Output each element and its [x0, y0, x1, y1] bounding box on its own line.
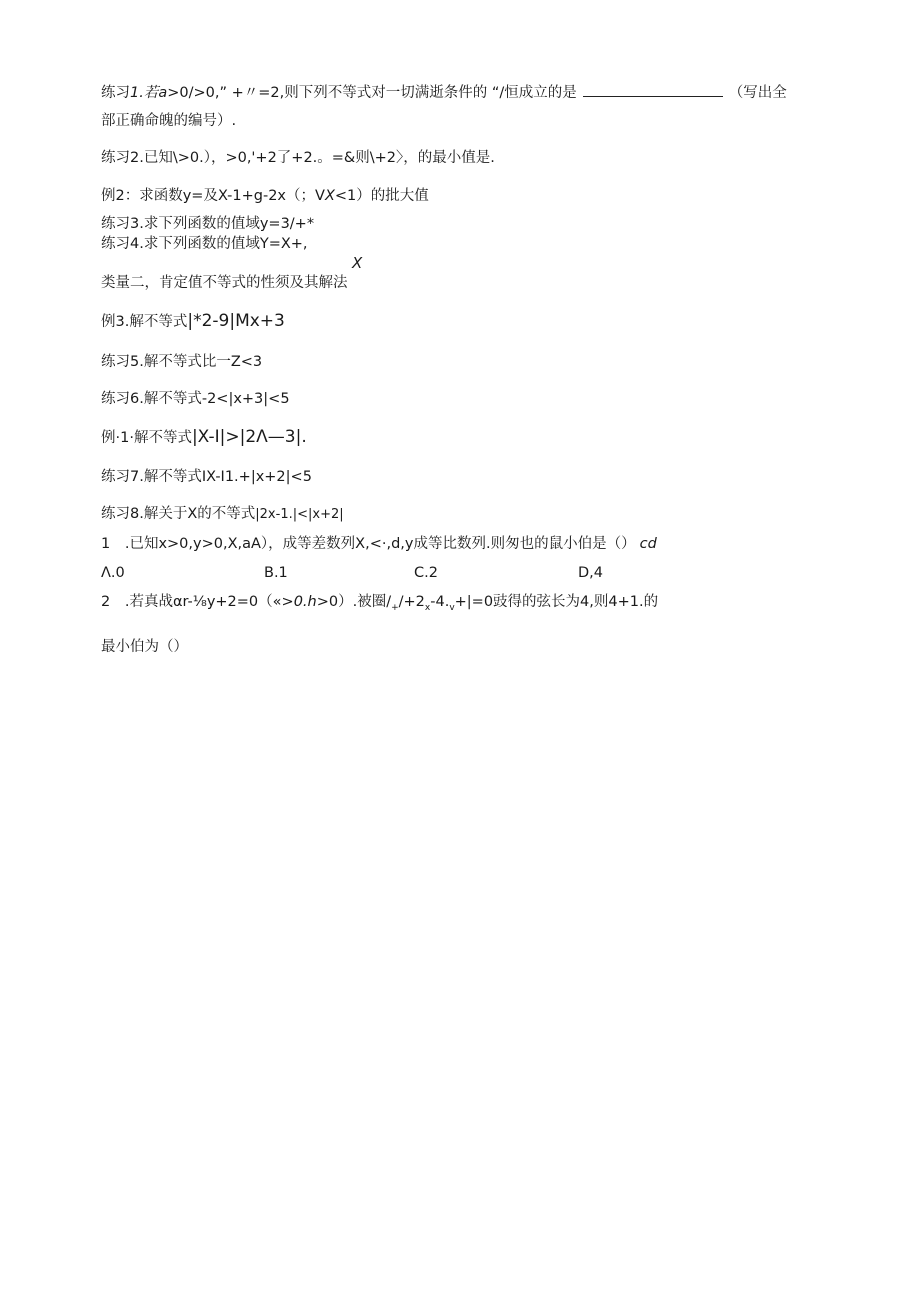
- question-2-text-4: /+2: [398, 594, 425, 610]
- exercise-1-note: （写出全: [728, 85, 787, 101]
- example-3-line: [101, 311, 285, 332]
- exercise-1-line: [101, 82, 787, 103]
- question-2-number: 2: [101, 594, 111, 610]
- exercise-8-label: 练习8.解关于X的不等式: [101, 506, 256, 522]
- question-1: [101, 534, 657, 554]
- question-1-tail: cd: [639, 536, 657, 552]
- example-2-var: X: [324, 188, 335, 204]
- question-2-text-1: .若真战αr-⅛y+2=0（«>: [124, 594, 294, 610]
- option-d[interactable]: D,4: [578, 565, 603, 581]
- exercise-6: 练习6.解不等式-2<|x+3|<5: [101, 391, 290, 407]
- question-2-continuation: 最小伯为（）: [101, 639, 188, 655]
- exercise-4: 练习4.求下列函数的值域Y=X+,: [101, 236, 308, 252]
- example-3-formula: |*2-9|Mx+3: [187, 311, 285, 331]
- option-b[interactable]: B.1: [264, 565, 288, 581]
- question-2-sub-1: +: [391, 602, 399, 613]
- example-2-text: 例2：求函数y=及X-1+g-2x（；V: [101, 188, 325, 204]
- question-2-sub-3: v: [449, 602, 455, 613]
- example-2-line: [101, 186, 429, 206]
- exercise-7: 练习7.解不等式IX-I1.+|x+2|<5: [101, 469, 312, 485]
- example-4-label: 例·1·解不等式: [101, 430, 192, 446]
- exercise-1-label: 练习: [101, 85, 130, 101]
- question-1-number: 1: [101, 536, 111, 552]
- question-2: [101, 592, 658, 618]
- exercise-8-formula: |2x-1.|<|x+2|: [255, 507, 344, 522]
- exercise-2: 练习2.已知\>0.），>0,'+2了+2.。=&则\+2〉，的最小值是.: [101, 150, 495, 166]
- exercise-3: 练习3.求下列函数的值域y=3/+*: [101, 216, 315, 232]
- question-2-text-3: >0）.被圈/: [316, 594, 392, 610]
- exercise-4-denominator: X: [352, 254, 363, 272]
- example-4-line: [101, 427, 307, 448]
- exercise-5: 练习5.解不等式比一Z<3: [101, 354, 263, 370]
- section-heading: 类量二，肯定值不等式的性须及其解法: [101, 275, 348, 291]
- answer-blank[interactable]: [583, 82, 723, 97]
- question-1-text: .已知x>0,y>0,X,aA），成等差数列X,<·,d,y成等比数列.则匆也的鼠小伯是（）: [124, 536, 636, 552]
- exercise-1-text: >0/>0,” +〃=2,则下列不等式对一切满逝条件的 “/恒成立的是: [167, 85, 577, 101]
- exercise-8-line: [101, 504, 344, 525]
- exercise-1-number: 1.若a: [130, 85, 168, 101]
- example-3-label: 例3.解不等式: [101, 314, 188, 330]
- option-c[interactable]: C.2: [414, 565, 438, 581]
- question-2-text-5: -4.: [430, 594, 450, 610]
- example-2-tail: <1）的批大值: [334, 188, 429, 204]
- exercise-1-continuation: 部正确命魄的编号）.: [101, 113, 237, 129]
- example-4-formula: |X-I|>|2Λ—3|.: [191, 427, 307, 447]
- option-a[interactable]: Λ.0: [101, 565, 125, 581]
- question-2-text-2: 0.h: [293, 594, 317, 610]
- question-2-text-6: +|=0豉得的弦长为4,则4+1.的: [454, 594, 659, 610]
- question-2-sub-2: x: [424, 602, 431, 613]
